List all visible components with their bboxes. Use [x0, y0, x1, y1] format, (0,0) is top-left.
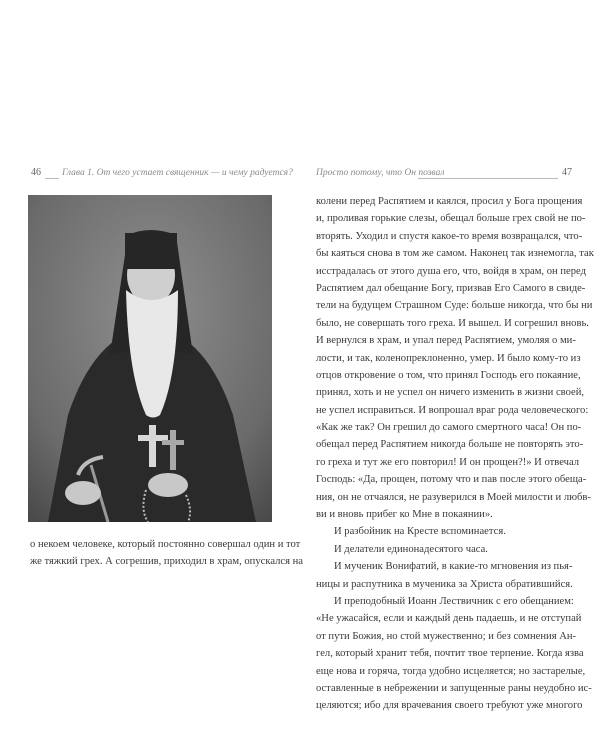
right-page-text [316, 193, 594, 715]
text-line: ницы и распутника в мученика за Христа обратившийся. [316, 578, 573, 590]
text-line: целяются; ибо для врачевания своего требуют уже многого [316, 700, 583, 712]
text-line: И разбойник на Кресте вспоминается. [334, 526, 506, 538]
right-running-head: Просто потому, что Он позвал [316, 168, 445, 178]
text-line: И преподобный Иоанн Лествичник с его обещанием: [334, 595, 574, 607]
text-line: оставленные в небрежении и запущенные раны неудобно ис- [316, 682, 592, 694]
text-line: ви и вновь прибег ко Мне в покаянии». [316, 509, 493, 521]
text-line: исстрадалась от этого душа его, что, войдя в храм, он перед [316, 265, 586, 277]
right-page-number: 47 [562, 167, 572, 178]
left-page-text [30, 536, 304, 571]
text-line: отцов откровение о том, что принял Господь его покаяние, [316, 369, 581, 381]
text-line: И делатели единонадесятого часа. [334, 543, 488, 555]
text-line: принял, хоть и не успел он ничего изменить в жизни своей, [316, 387, 585, 399]
text-line: И мученик Вонифатий, в какие-то мгновения из пья- [334, 561, 573, 573]
left-running-head: Глава 1. От чего устает священник — и чему радуется? [62, 168, 293, 178]
text-line: колени перед Распятием и каялся, просил у Бога прощения [316, 196, 583, 207]
text-line: ния, он не отчаялся, не разуверился в Моей милости и любв- [316, 491, 591, 503]
header-rule [45, 178, 59, 179]
text-line: не успел исправиться. И вопрошал враг рода человеческого: [316, 404, 589, 416]
text-line: от пути Божия, но стой мужественно; и без сомнения Ан- [316, 630, 577, 642]
text-line: обещал перед Распятием никогда больше не повторять это- [316, 439, 584, 451]
text-line: «Не ужасайся, если и каждый день падаешь, и не отступай [316, 613, 582, 625]
text-line: о некоем человеке, который постоянно совершал один и тот [30, 539, 301, 550]
text-line: Господь: «Да, прощен, потому что и пав после этого обеща- [316, 474, 587, 486]
text-line: гел, который хранит тебя, почтит твое терпение. Когда язва [316, 648, 584, 660]
left-page-number: 46 [31, 167, 41, 178]
text-line: И вернулся в храм, и упал перед Распятием, умоляя о ми- [316, 335, 576, 347]
text-line: «Как же так? Он грешил до самого смертного часа! Он по- [316, 422, 582, 434]
portrait-photo [28, 195, 272, 522]
header-rule [418, 178, 558, 179]
text-line: го греха и тут же его повторил! И он прощен?!» И отвечал [316, 456, 580, 468]
text-line: лости, и так, коленопреклоненно, умер. И было кому-то из [316, 352, 581, 364]
text-line: бы каяться снова в том же самом. Наконец так изнемогла, так [316, 248, 594, 260]
text-line: Распятием дал обещание Богу, призвав Его Самого в свиде- [316, 282, 586, 294]
text-line: же тяжкий грех. А согрешив, приходил в храм, опускался на [30, 556, 304, 568]
text-line: вторять. Уходил и спустя какое-то время возвращался, что- [316, 230, 583, 242]
text-line: и, проливая горькие слезы, обещал больше грех свой не по- [316, 213, 586, 225]
text-line: было, не совершать того греха. И вышел. И согрешил вновь. [316, 317, 589, 329]
text-line: тели на будущем Страшном Суде: больше никогда, что бы ни [316, 300, 593, 312]
text-line: еще нова и горяча, тогда удобно исцеляется; но застарелые, [316, 665, 586, 677]
